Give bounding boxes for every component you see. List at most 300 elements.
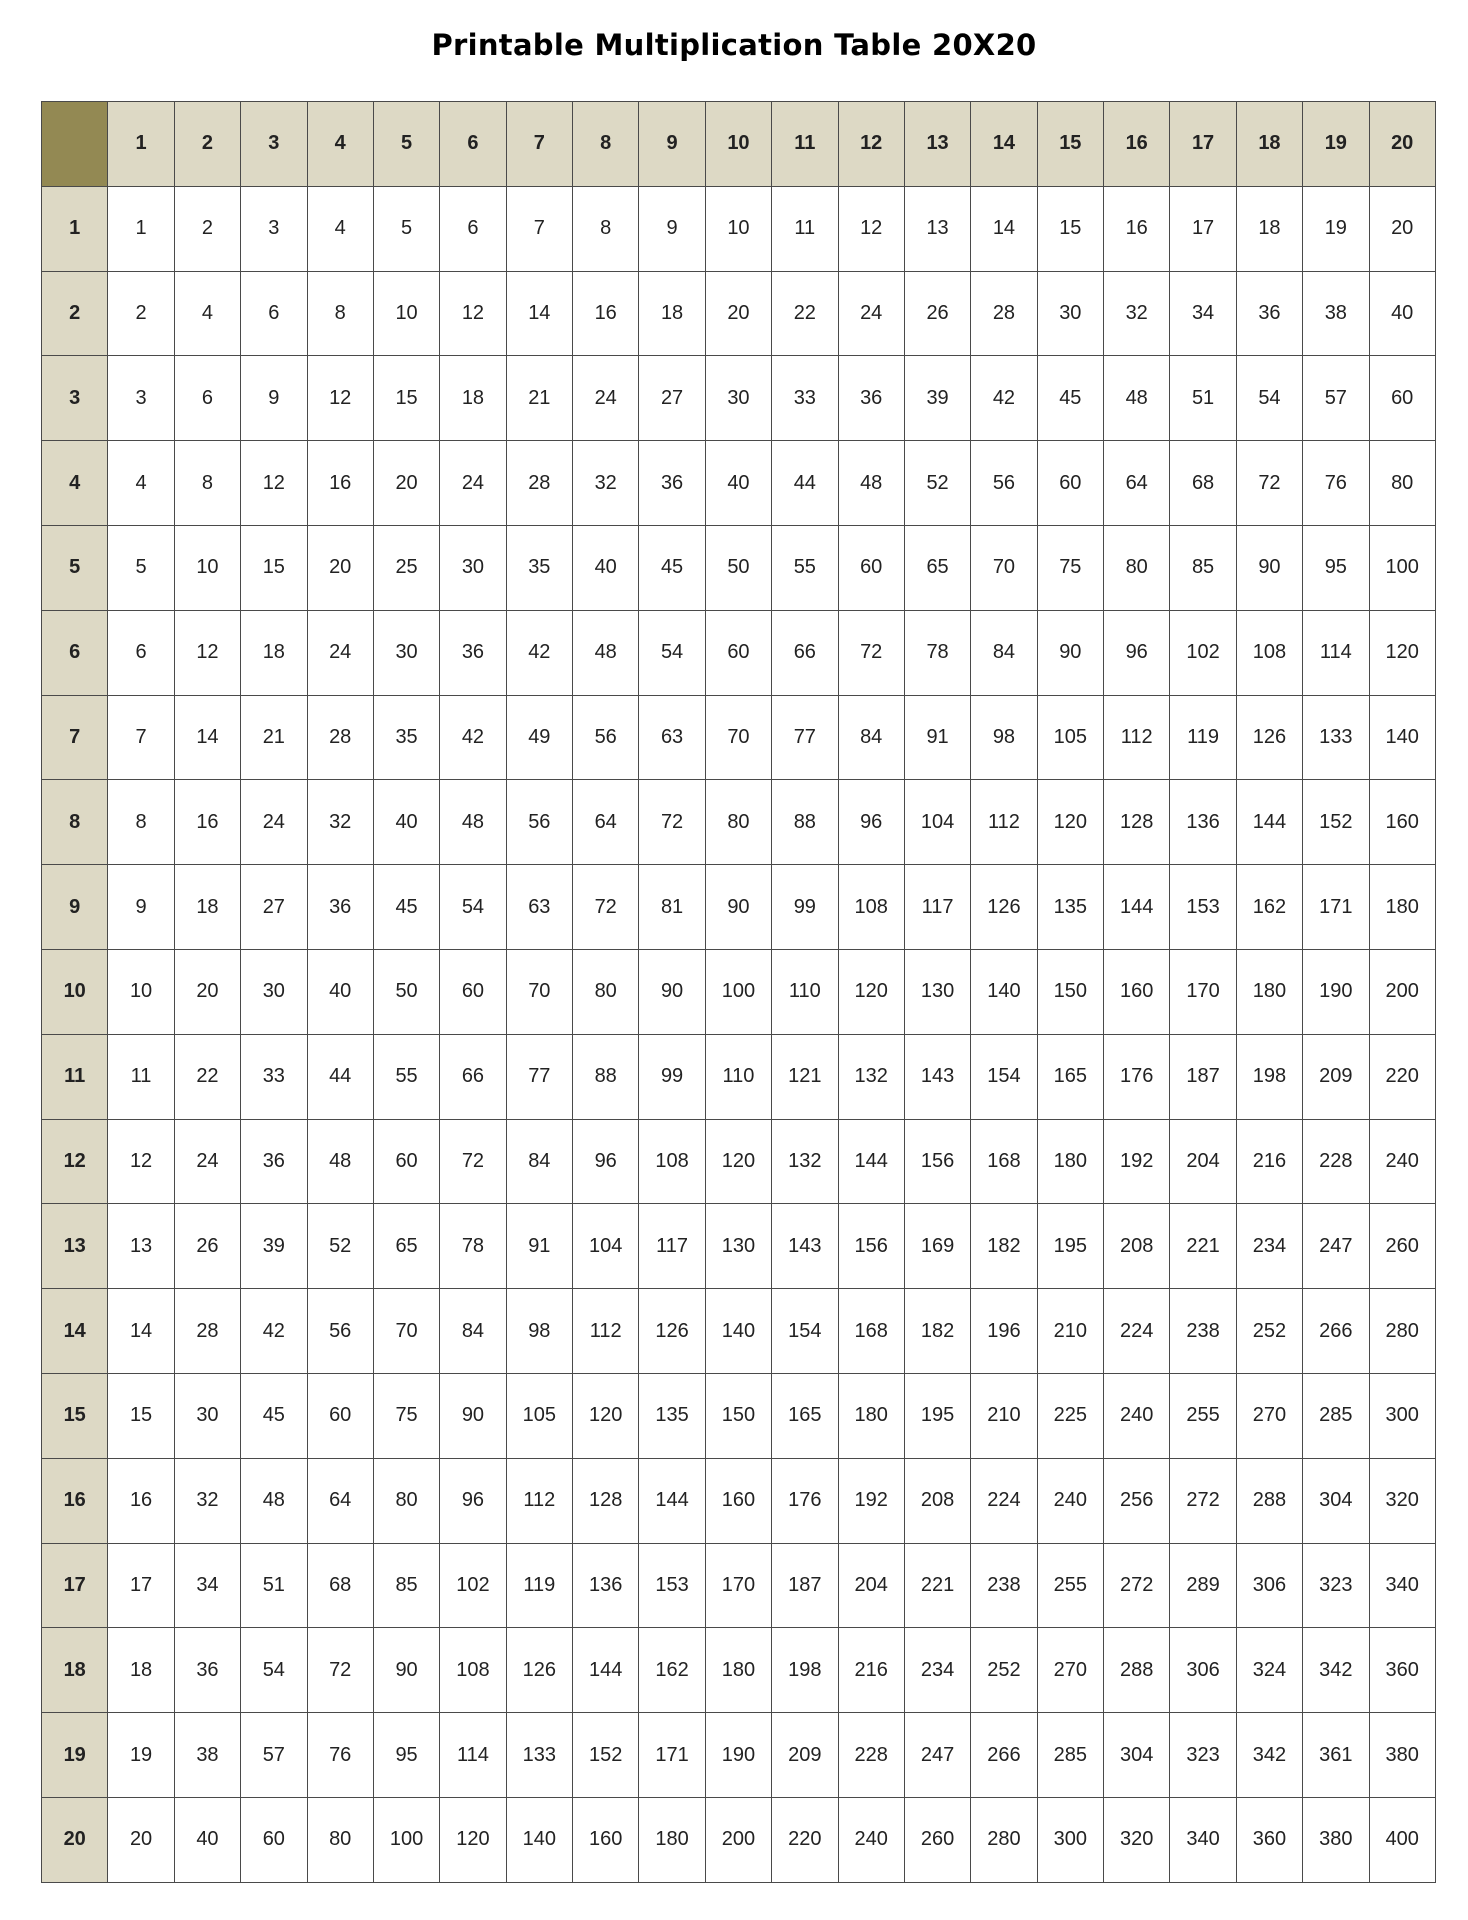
- product-cell: 36: [241, 1119, 307, 1204]
- product-cell: 76: [1303, 441, 1369, 526]
- column-header: 4: [307, 102, 373, 187]
- column-header: 9: [639, 102, 705, 187]
- column-header: 6: [440, 102, 506, 187]
- product-cell: 136: [573, 1543, 639, 1628]
- product-cell: 112: [971, 780, 1037, 865]
- product-cell: 108: [838, 865, 904, 950]
- row-header: 4: [42, 441, 108, 526]
- product-cell: 100: [1369, 525, 1435, 610]
- product-cell: 114: [1303, 610, 1369, 695]
- product-cell: 180: [705, 1628, 771, 1713]
- product-cell: 152: [573, 1713, 639, 1798]
- product-cell: 220: [772, 1797, 838, 1882]
- product-cell: 24: [440, 441, 506, 526]
- product-cell: 60: [373, 1119, 439, 1204]
- product-cell: 4: [174, 271, 240, 356]
- product-cell: 33: [772, 356, 838, 441]
- product-cell: 20: [174, 949, 240, 1034]
- product-cell: 266: [1303, 1289, 1369, 1374]
- product-cell: 153: [639, 1543, 705, 1628]
- product-cell: 285: [1303, 1373, 1369, 1458]
- product-cell: 7: [108, 695, 174, 780]
- product-cell: 18: [174, 865, 240, 950]
- product-cell: 60: [1369, 356, 1435, 441]
- product-cell: 64: [1104, 441, 1170, 526]
- product-cell: 170: [1170, 949, 1236, 1034]
- product-cell: 39: [241, 1204, 307, 1289]
- table-row: [42, 949, 1436, 1034]
- product-cell: 171: [639, 1713, 705, 1798]
- product-cell: 65: [373, 1204, 439, 1289]
- product-cell: 14: [971, 186, 1037, 271]
- product-cell: 180: [1369, 865, 1435, 950]
- product-cell: 70: [971, 525, 1037, 610]
- row-header: 20: [42, 1797, 108, 1882]
- product-cell: 112: [506, 1458, 572, 1543]
- product-cell: 208: [1104, 1204, 1170, 1289]
- product-cell: 77: [772, 695, 838, 780]
- product-cell: 40: [1369, 271, 1435, 356]
- product-cell: 156: [838, 1204, 904, 1289]
- product-cell: 32: [307, 780, 373, 865]
- product-cell: 162: [639, 1628, 705, 1713]
- product-cell: 340: [1369, 1543, 1435, 1628]
- product-cell: 85: [1170, 525, 1236, 610]
- product-cell: 135: [639, 1373, 705, 1458]
- product-cell: 252: [971, 1628, 1037, 1713]
- product-cell: 72: [573, 865, 639, 950]
- product-cell: 114: [440, 1713, 506, 1798]
- product-cell: 78: [904, 610, 970, 695]
- product-cell: 70: [373, 1289, 439, 1374]
- product-cell: 7: [506, 186, 572, 271]
- product-cell: 9: [108, 865, 174, 950]
- product-cell: 320: [1369, 1458, 1435, 1543]
- row-header: 19: [42, 1713, 108, 1798]
- product-cell: 342: [1236, 1713, 1302, 1798]
- product-cell: 36: [174, 1628, 240, 1713]
- product-cell: 120: [440, 1797, 506, 1882]
- product-cell: 247: [904, 1713, 970, 1798]
- product-cell: 90: [373, 1628, 439, 1713]
- product-cell: 135: [1037, 865, 1103, 950]
- product-cell: 160: [1104, 949, 1170, 1034]
- product-cell: 35: [506, 525, 572, 610]
- product-cell: 140: [1369, 695, 1435, 780]
- product-cell: 10: [108, 949, 174, 1034]
- product-cell: 190: [1303, 949, 1369, 1034]
- row-header: 13: [42, 1204, 108, 1289]
- product-cell: 12: [307, 356, 373, 441]
- product-cell: 100: [705, 949, 771, 1034]
- product-cell: 44: [772, 441, 838, 526]
- product-cell: 14: [506, 271, 572, 356]
- product-cell: 54: [241, 1628, 307, 1713]
- product-cell: 160: [1369, 780, 1435, 865]
- product-cell: 64: [307, 1458, 373, 1543]
- product-cell: 360: [1369, 1628, 1435, 1713]
- table-row: [42, 186, 1436, 271]
- product-cell: 42: [440, 695, 506, 780]
- product-cell: 18: [639, 271, 705, 356]
- product-cell: 51: [241, 1543, 307, 1628]
- product-cell: 70: [705, 695, 771, 780]
- product-cell: 128: [1104, 780, 1170, 865]
- product-cell: 90: [440, 1373, 506, 1458]
- product-cell: 5: [108, 525, 174, 610]
- product-cell: 240: [1369, 1119, 1435, 1204]
- product-cell: 10: [174, 525, 240, 610]
- product-cell: 133: [506, 1713, 572, 1798]
- product-cell: 90: [705, 865, 771, 950]
- product-cell: 16: [307, 441, 373, 526]
- product-cell: 21: [241, 695, 307, 780]
- table-row: [42, 271, 1436, 356]
- product-cell: 48: [573, 610, 639, 695]
- product-cell: 80: [705, 780, 771, 865]
- product-cell: 34: [1170, 271, 1236, 356]
- row-header: 7: [42, 695, 108, 780]
- table-row: [42, 441, 1436, 526]
- product-cell: 285: [1037, 1713, 1103, 1798]
- product-cell: 18: [1236, 186, 1302, 271]
- product-cell: 24: [241, 780, 307, 865]
- product-cell: 210: [971, 1373, 1037, 1458]
- table-row: [42, 356, 1436, 441]
- row-header: 11: [42, 1034, 108, 1119]
- product-cell: 238: [1170, 1289, 1236, 1374]
- product-cell: 11: [772, 186, 838, 271]
- product-cell: 48: [241, 1458, 307, 1543]
- product-cell: 108: [639, 1119, 705, 1204]
- product-cell: 180: [1236, 949, 1302, 1034]
- product-cell: 8: [307, 271, 373, 356]
- product-cell: 30: [1037, 271, 1103, 356]
- product-cell: 40: [373, 780, 439, 865]
- product-cell: 77: [506, 1034, 572, 1119]
- row-header: 18: [42, 1628, 108, 1713]
- product-cell: 5: [373, 186, 439, 271]
- product-cell: 72: [307, 1628, 373, 1713]
- product-cell: 104: [573, 1204, 639, 1289]
- product-cell: 60: [705, 610, 771, 695]
- product-cell: 143: [904, 1034, 970, 1119]
- product-cell: 32: [573, 441, 639, 526]
- product-cell: 12: [440, 271, 506, 356]
- product-cell: 108: [440, 1628, 506, 1713]
- product-cell: 68: [1170, 441, 1236, 526]
- product-cell: 45: [373, 865, 439, 950]
- product-cell: 18: [241, 610, 307, 695]
- product-cell: 195: [1037, 1204, 1103, 1289]
- column-header: 11: [772, 102, 838, 187]
- product-cell: 126: [506, 1628, 572, 1713]
- row-header: 3: [42, 356, 108, 441]
- product-cell: 30: [241, 949, 307, 1034]
- column-header: 13: [904, 102, 970, 187]
- product-cell: 39: [904, 356, 970, 441]
- product-cell: 4: [307, 186, 373, 271]
- product-cell: 6: [241, 271, 307, 356]
- product-cell: 90: [1037, 610, 1103, 695]
- product-cell: 247: [1303, 1204, 1369, 1289]
- product-cell: 280: [971, 1797, 1037, 1882]
- row-header: 6: [42, 610, 108, 695]
- corner-cell: [42, 102, 108, 187]
- product-cell: 6: [440, 186, 506, 271]
- product-cell: 260: [904, 1797, 970, 1882]
- product-cell: 8: [573, 186, 639, 271]
- product-cell: 196: [971, 1289, 1037, 1374]
- product-cell: 102: [1170, 610, 1236, 695]
- product-cell: 80: [573, 949, 639, 1034]
- product-cell: 96: [838, 780, 904, 865]
- product-cell: 12: [241, 441, 307, 526]
- product-cell: 304: [1303, 1458, 1369, 1543]
- product-cell: 48: [307, 1119, 373, 1204]
- product-cell: 121: [772, 1034, 838, 1119]
- product-cell: 221: [1170, 1204, 1236, 1289]
- product-cell: 84: [971, 610, 1037, 695]
- product-cell: 165: [772, 1373, 838, 1458]
- product-cell: 36: [838, 356, 904, 441]
- page-title: Printable Multiplication Table 20X20: [431, 28, 1037, 62]
- product-cell: 16: [1104, 186, 1170, 271]
- product-cell: 240: [1037, 1458, 1103, 1543]
- product-cell: 30: [373, 610, 439, 695]
- product-cell: 340: [1170, 1797, 1236, 1882]
- product-cell: 35: [373, 695, 439, 780]
- product-cell: 110: [772, 949, 838, 1034]
- product-cell: 289: [1170, 1543, 1236, 1628]
- product-cell: 9: [241, 356, 307, 441]
- product-cell: 98: [506, 1289, 572, 1374]
- product-cell: 216: [1236, 1119, 1302, 1204]
- row-header: 14: [42, 1289, 108, 1374]
- product-cell: 15: [108, 1373, 174, 1458]
- product-cell: 240: [1104, 1373, 1170, 1458]
- product-cell: 15: [373, 356, 439, 441]
- row-header: 8: [42, 780, 108, 865]
- product-cell: 44: [307, 1034, 373, 1119]
- product-cell: 80: [307, 1797, 373, 1882]
- product-cell: 209: [772, 1713, 838, 1798]
- product-cell: 192: [838, 1458, 904, 1543]
- table-row: [42, 865, 1436, 950]
- row-header: 12: [42, 1119, 108, 1204]
- product-cell: 180: [639, 1797, 705, 1882]
- product-cell: 170: [705, 1543, 771, 1628]
- column-header: 15: [1037, 102, 1103, 187]
- product-cell: 112: [1104, 695, 1170, 780]
- product-cell: 361: [1303, 1713, 1369, 1798]
- product-cell: 75: [1037, 525, 1103, 610]
- product-cell: 24: [573, 356, 639, 441]
- product-cell: 78: [440, 1204, 506, 1289]
- product-cell: 176: [772, 1458, 838, 1543]
- row-header: 1: [42, 186, 108, 271]
- product-cell: 360: [1236, 1797, 1302, 1882]
- product-cell: 60: [307, 1373, 373, 1458]
- product-cell: 13: [904, 186, 970, 271]
- product-cell: 40: [573, 525, 639, 610]
- product-cell: 66: [440, 1034, 506, 1119]
- product-cell: 182: [904, 1289, 970, 1374]
- product-cell: 32: [1104, 271, 1170, 356]
- product-cell: 40: [705, 441, 771, 526]
- product-cell: 323: [1170, 1713, 1236, 1798]
- product-cell: 380: [1303, 1797, 1369, 1882]
- product-cell: 51: [1170, 356, 1236, 441]
- product-cell: 6: [108, 610, 174, 695]
- product-cell: 120: [573, 1373, 639, 1458]
- product-cell: 300: [1369, 1373, 1435, 1458]
- product-cell: 288: [1104, 1628, 1170, 1713]
- product-cell: 96: [440, 1458, 506, 1543]
- column-header: 12: [838, 102, 904, 187]
- column-header: 7: [506, 102, 572, 187]
- row-header: 17: [42, 1543, 108, 1628]
- product-cell: 16: [174, 780, 240, 865]
- product-cell: 126: [639, 1289, 705, 1374]
- product-cell: 57: [1303, 356, 1369, 441]
- product-cell: 117: [639, 1204, 705, 1289]
- product-cell: 105: [1037, 695, 1103, 780]
- product-cell: 48: [838, 441, 904, 526]
- product-cell: 56: [506, 780, 572, 865]
- column-header: 5: [373, 102, 439, 187]
- product-cell: 104: [904, 780, 970, 865]
- product-cell: 234: [904, 1628, 970, 1713]
- product-cell: 190: [705, 1713, 771, 1798]
- product-cell: 204: [1170, 1119, 1236, 1204]
- product-cell: 30: [705, 356, 771, 441]
- row-header: 15: [42, 1373, 108, 1458]
- product-cell: 120: [838, 949, 904, 1034]
- product-cell: 270: [1236, 1373, 1302, 1458]
- product-cell: 36: [440, 610, 506, 695]
- product-cell: 65: [904, 525, 970, 610]
- product-cell: 119: [1170, 695, 1236, 780]
- product-cell: 63: [506, 865, 572, 950]
- product-cell: 2: [108, 271, 174, 356]
- product-cell: 96: [1104, 610, 1170, 695]
- product-cell: 234: [1236, 1204, 1302, 1289]
- product-cell: 306: [1236, 1543, 1302, 1628]
- product-cell: 132: [772, 1119, 838, 1204]
- product-cell: 6: [174, 356, 240, 441]
- product-cell: 99: [772, 865, 838, 950]
- product-cell: 54: [440, 865, 506, 950]
- product-cell: 380: [1369, 1713, 1435, 1798]
- product-cell: 22: [772, 271, 838, 356]
- product-cell: 22: [174, 1034, 240, 1119]
- product-cell: 255: [1170, 1373, 1236, 1458]
- product-cell: 225: [1037, 1373, 1103, 1458]
- product-cell: 17: [108, 1543, 174, 1628]
- product-cell: 1: [108, 186, 174, 271]
- column-header: 3: [241, 102, 307, 187]
- product-cell: 126: [1236, 695, 1302, 780]
- product-cell: 176: [1104, 1034, 1170, 1119]
- column-header: 1: [108, 102, 174, 187]
- product-cell: 80: [373, 1458, 439, 1543]
- product-cell: 66: [772, 610, 838, 695]
- product-cell: 110: [705, 1034, 771, 1119]
- row-header: 5: [42, 525, 108, 610]
- multiplication-table: [41, 101, 1436, 1883]
- product-cell: 272: [1104, 1543, 1170, 1628]
- table-row: [42, 780, 1436, 865]
- column-header: 18: [1236, 102, 1302, 187]
- product-cell: 306: [1170, 1628, 1236, 1713]
- row-header: 16: [42, 1458, 108, 1543]
- product-cell: 10: [373, 271, 439, 356]
- product-cell: 60: [1037, 441, 1103, 526]
- product-cell: 84: [506, 1119, 572, 1204]
- product-cell: 17: [1170, 186, 1236, 271]
- product-cell: 320: [1104, 1797, 1170, 1882]
- product-cell: 126: [971, 865, 1037, 950]
- product-cell: 28: [971, 271, 1037, 356]
- product-cell: 3: [108, 356, 174, 441]
- product-cell: 88: [772, 780, 838, 865]
- product-cell: 324: [1236, 1628, 1302, 1713]
- product-cell: 16: [573, 271, 639, 356]
- table-row: [42, 1289, 1436, 1374]
- product-cell: 72: [440, 1119, 506, 1204]
- product-cell: 84: [440, 1289, 506, 1374]
- product-cell: 140: [506, 1797, 572, 1882]
- product-cell: 272: [1170, 1458, 1236, 1543]
- product-cell: 20: [307, 525, 373, 610]
- product-cell: 10: [705, 186, 771, 271]
- product-cell: 171: [1303, 865, 1369, 950]
- product-cell: 2: [174, 186, 240, 271]
- column-header: 10: [705, 102, 771, 187]
- product-cell: 182: [971, 1204, 1037, 1289]
- product-cell: 52: [307, 1204, 373, 1289]
- product-cell: 70: [506, 949, 572, 1034]
- product-cell: 88: [573, 1034, 639, 1119]
- product-cell: 27: [639, 356, 705, 441]
- product-cell: 300: [1037, 1797, 1103, 1882]
- product-cell: 56: [307, 1289, 373, 1374]
- product-cell: 100: [373, 1797, 439, 1882]
- product-cell: 168: [838, 1289, 904, 1374]
- product-cell: 95: [373, 1713, 439, 1798]
- product-cell: 180: [838, 1373, 904, 1458]
- product-cell: 36: [307, 865, 373, 950]
- product-cell: 14: [174, 695, 240, 780]
- product-cell: 12: [838, 186, 904, 271]
- product-cell: 80: [1104, 525, 1170, 610]
- column-header: 16: [1104, 102, 1170, 187]
- product-cell: 105: [506, 1373, 572, 1458]
- product-cell: 120: [1369, 610, 1435, 695]
- product-cell: 140: [971, 949, 1037, 1034]
- product-cell: 34: [174, 1543, 240, 1628]
- product-cell: 16: [108, 1458, 174, 1543]
- product-cell: 252: [1236, 1289, 1302, 1374]
- product-cell: 42: [241, 1289, 307, 1374]
- product-cell: 144: [838, 1119, 904, 1204]
- column-header: 19: [1303, 102, 1369, 187]
- product-cell: 130: [705, 1204, 771, 1289]
- product-cell: 198: [772, 1628, 838, 1713]
- table-row: [42, 525, 1436, 610]
- product-cell: 200: [1369, 949, 1435, 1034]
